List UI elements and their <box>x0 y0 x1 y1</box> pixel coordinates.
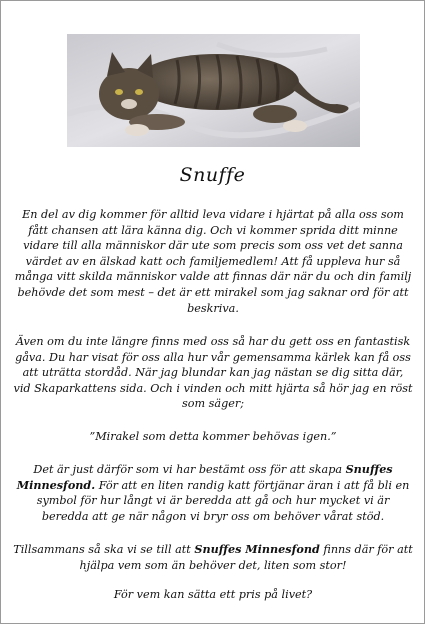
page-title: Snuffe <box>179 164 246 186</box>
fund-name-2: Snuffes Minnesfond <box>194 542 320 556</box>
fund-text-after: För att en liten randig katt förtjänar äran i att få bli en symbol för hur långt vi är beredda att gå och hur mycket vi är beredda att ge när någon vi bryr oss om behöver vårat stöd. <box>36 478 410 523</box>
fund-text-before: Det är just därför som vi har bestämt oss för att skapa <box>33 463 346 476</box>
fund-name: Snuffes Minnesfond. <box>16 462 393 492</box>
closing-line: För vem kan sätta ett pris på livet? <box>113 588 313 601</box>
paragraph-fund <box>13 462 413 524</box>
paragraph-together <box>13 542 413 573</box>
cat-photo <box>67 34 360 147</box>
paragraph-gift: Även om du inte längre finns med oss så har du gett oss en fantastisk gåva. Du har visat för oss alla hur vår gemensamma kärlek kan få oss att uträtta stordåd. När jag blundar kan jag nästan se dig sitta där, vid Skaparkattens sida. Och i vinden och mitt hjärta så hör jag en röst som säger; <box>13 335 413 411</box>
quote: ”Mirakel som detta kommer behövas igen.” <box>89 430 337 443</box>
together-text-before: Tillsammans så ska vi se till att <box>13 543 195 556</box>
together-text-after: finns där för att hjälpa vem som än behöver det, liten som stor! <box>79 543 413 572</box>
paragraph-intro: En del av dig kommer för alltid leva vidare i hjärtat på alla oss som fått chansen att lära känna dig. Och vi kommer sprida ditt minne vidare till alla människor där ute som precis som oss vet det sanna värdet av en älskad katt och familjemedlem! Att få uppleva hur så många vitt skilda människor valde att finnas där när du och din familj behövde det som mest – det är ett mirakel som jag saknar ord för att beskriva. <box>14 208 412 315</box>
